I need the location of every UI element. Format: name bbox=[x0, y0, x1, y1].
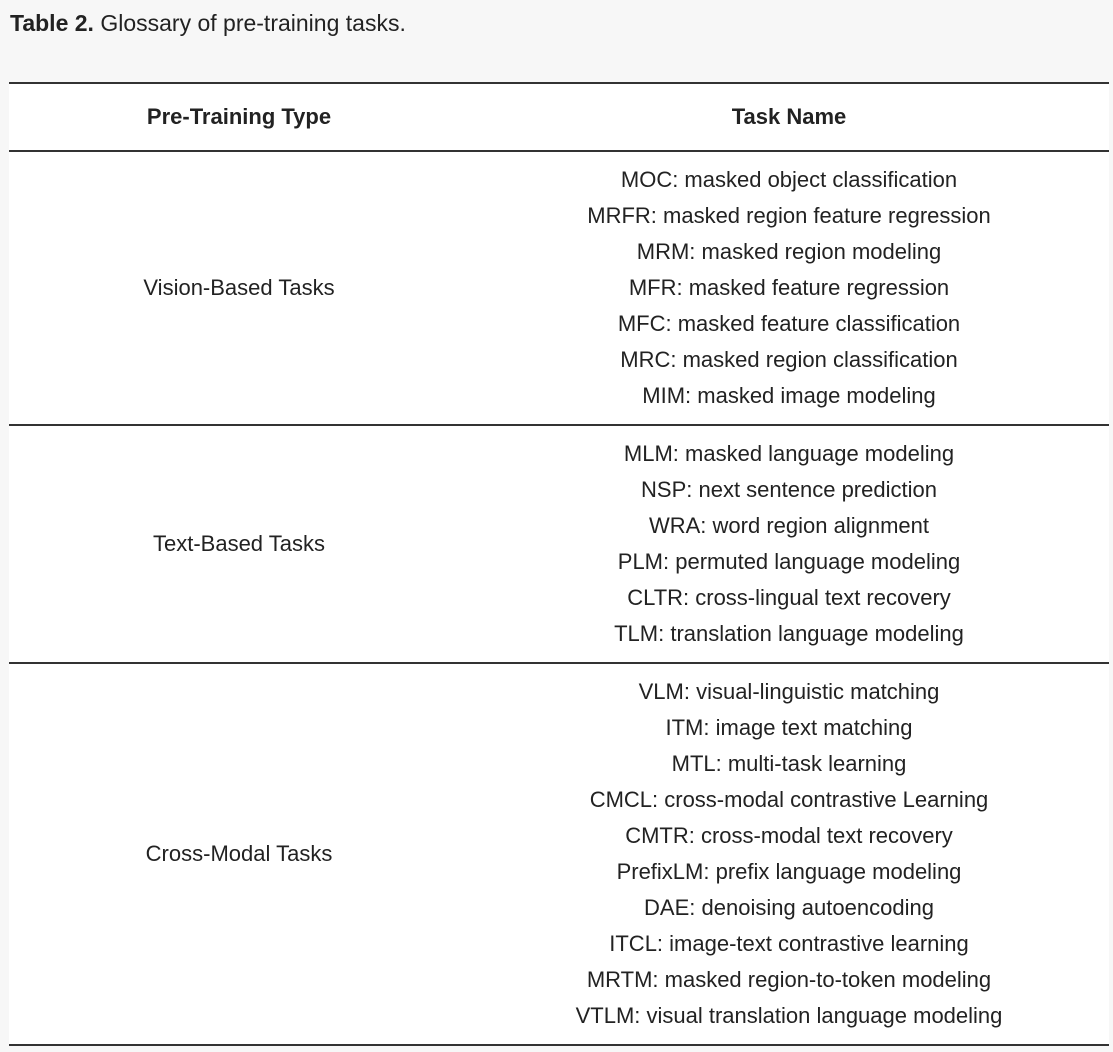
table-row-text bbox=[9, 425, 1109, 663]
header-row bbox=[9, 83, 1109, 151]
table-row-cross-modal bbox=[9, 663, 1109, 1045]
table-caption-label: Table 2. bbox=[10, 10, 94, 36]
task-item: MOC: masked object classification bbox=[620, 167, 958, 192]
task-item: PrefixLM: prefix language modeling bbox=[616, 859, 962, 884]
task-item: ITM: image text matching bbox=[665, 715, 913, 740]
task-list-cell bbox=[469, 425, 1109, 663]
table-caption-text: Glossary of pre-training tasks. bbox=[93, 10, 406, 36]
task-item: PLM: permuted language modeling bbox=[617, 549, 961, 574]
table-body bbox=[9, 151, 1109, 1045]
pretraining-type-cell: Cross-Modal Tasks bbox=[145, 841, 333, 866]
task-item: MRC: masked region classification bbox=[620, 347, 958, 372]
header-pretraining-type: Pre-Training Type bbox=[9, 83, 469, 151]
table-row-vision bbox=[9, 151, 1109, 425]
glossary-table-container bbox=[9, 82, 1109, 1046]
table-caption bbox=[10, 8, 406, 38]
task-item: MTL: multi-task learning bbox=[671, 751, 907, 776]
task-item: ITCL: image-text contrastive learning bbox=[609, 931, 969, 956]
task-item: VTLM: visual translation language modeling bbox=[575, 1003, 1003, 1028]
glossary-table bbox=[9, 82, 1109, 1046]
task-item: MRTM: masked region-to-token modeling bbox=[586, 967, 992, 992]
pretraining-type-cell: Text-Based Tasks bbox=[152, 531, 325, 556]
task-item: TLM: translation language modeling bbox=[614, 621, 964, 646]
task-list-cell bbox=[469, 151, 1109, 425]
task-item: CMCL: cross-modal contrastive Learning bbox=[589, 787, 989, 812]
task-item: CLTR: cross-lingual text recovery bbox=[627, 585, 951, 610]
pretraining-type-cell: Vision-Based Tasks bbox=[143, 275, 335, 300]
task-item: CMTR: cross-modal text recovery bbox=[625, 823, 953, 848]
task-item: MFC: masked feature classification bbox=[617, 311, 961, 336]
task-item: NSP: next sentence prediction bbox=[641, 477, 937, 502]
table-header bbox=[9, 83, 1109, 151]
task-list-cell bbox=[469, 663, 1109, 1045]
task-item: VLM: visual-linguistic matching bbox=[638, 679, 940, 704]
task-item: DAE: denoising autoencoding bbox=[644, 895, 934, 920]
task-item: MIM: masked image modeling bbox=[642, 383, 936, 408]
task-item: MRM: masked region modeling bbox=[636, 239, 942, 264]
task-item: WRA: word region alignment bbox=[648, 513, 929, 538]
header-task-name: Task Name bbox=[469, 83, 1109, 151]
task-item: MLM: masked language modeling bbox=[623, 441, 955, 466]
task-item: MFR: masked feature regression bbox=[628, 275, 950, 300]
task-item: MRFR: masked region feature regression bbox=[587, 203, 991, 228]
